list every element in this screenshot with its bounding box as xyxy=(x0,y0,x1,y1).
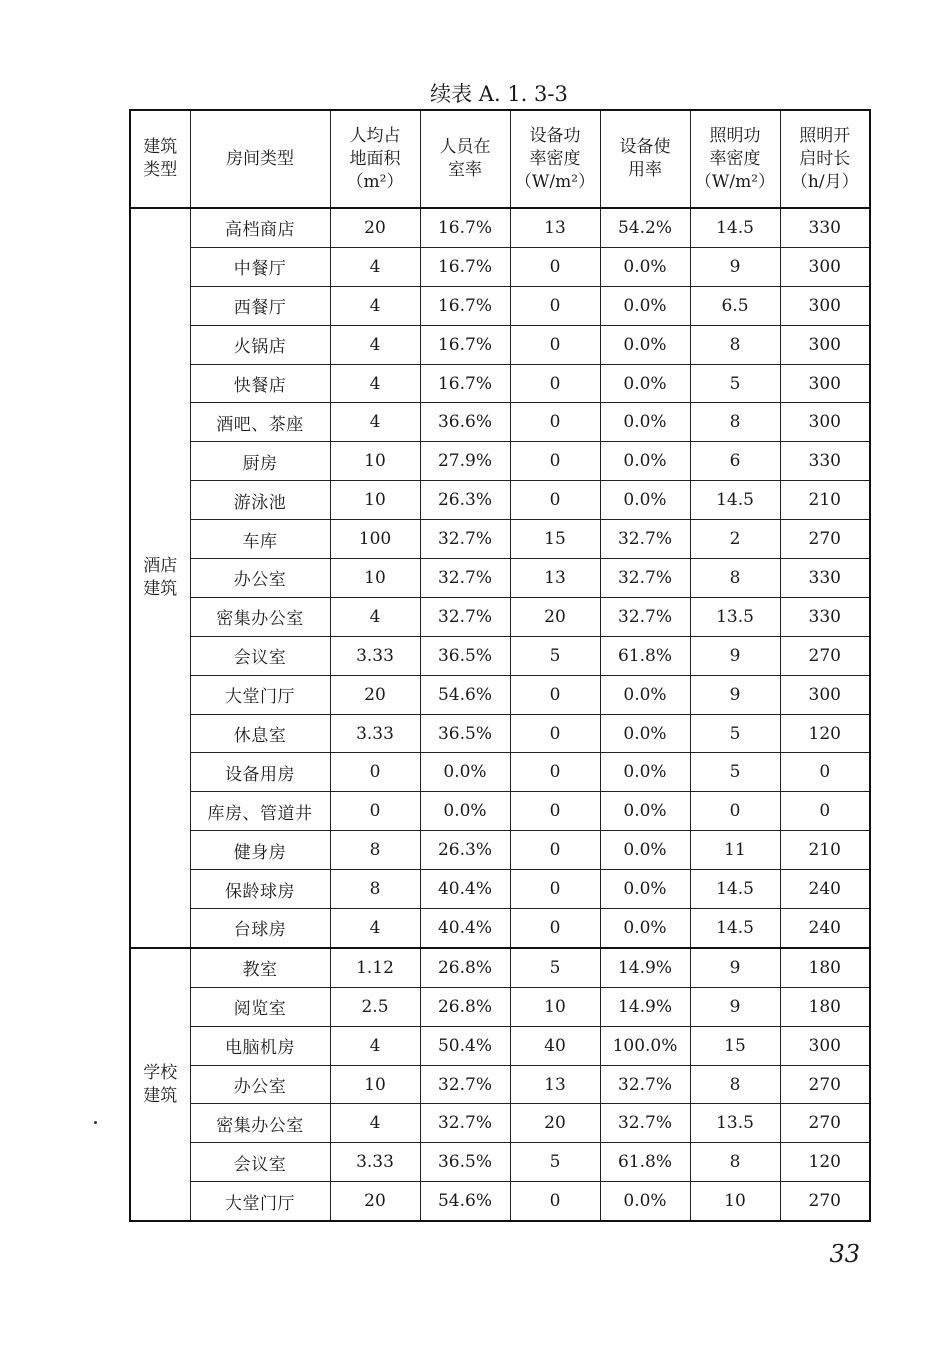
table-row xyxy=(130,753,870,792)
lighting-hours-cell: 210 xyxy=(780,481,870,520)
area-per-person-cell: 4 xyxy=(330,597,420,636)
equipment-usage-cell: 14.9% xyxy=(600,948,690,987)
lighting-density-cell: 8 xyxy=(690,403,780,442)
header-room-type: 房间类型 xyxy=(190,110,330,208)
header-equipment-density: 设备功 率密度 （W/m²） xyxy=(510,110,600,208)
equipment-density-cell: 0 xyxy=(510,403,600,442)
lighting-density-cell: 9 xyxy=(690,948,780,987)
area-per-person-cell: 0 xyxy=(330,753,420,792)
table-row xyxy=(130,987,870,1026)
occupancy-rate-cell: 54.6% xyxy=(420,1182,510,1221)
occupancy-rate-cell: 26.8% xyxy=(420,948,510,987)
room-type-cell: 库房、管道井 xyxy=(190,792,330,831)
lighting-density-cell: 5 xyxy=(690,364,780,403)
equipment-usage-cell: 0.0% xyxy=(600,364,690,403)
lighting-hours-cell: 0 xyxy=(780,753,870,792)
occupancy-rate-cell: 40.4% xyxy=(420,909,510,948)
equipment-density-cell: 0 xyxy=(510,870,600,909)
table-row xyxy=(130,1026,870,1065)
lighting-hours-cell: 300 xyxy=(780,325,870,364)
occupancy-rate-cell: 27.9% xyxy=(420,442,510,481)
equipment-usage-cell: 0.0% xyxy=(600,403,690,442)
area-per-person-cell: 20 xyxy=(330,1182,420,1221)
stray-mark xyxy=(94,1121,97,1124)
lighting-density-cell: 11 xyxy=(690,831,780,870)
area-per-person-cell: 1.12 xyxy=(330,948,420,987)
lighting-hours-cell: 270 xyxy=(780,636,870,675)
equipment-density-cell: 13 xyxy=(510,208,600,247)
lighting-hours-cell: 300 xyxy=(780,364,870,403)
equipment-density-cell: 13 xyxy=(510,559,600,598)
lighting-hours-cell: 300 xyxy=(780,286,870,325)
lighting-density-cell: 13.5 xyxy=(690,1104,780,1143)
table-row xyxy=(130,636,870,675)
equipment-density-cell: 0 xyxy=(510,792,600,831)
equipment-density-cell: 0 xyxy=(510,286,600,325)
occupancy-rate-cell: 32.7% xyxy=(420,1104,510,1143)
lighting-density-cell: 5 xyxy=(690,753,780,792)
table-row xyxy=(130,364,870,403)
equipment-usage-cell: 0.0% xyxy=(600,286,690,325)
room-type-cell: 会议室 xyxy=(190,636,330,675)
lighting-hours-cell: 120 xyxy=(780,714,870,753)
occupancy-rate-cell: 32.7% xyxy=(420,1065,510,1104)
page-number: 33 xyxy=(829,1240,860,1268)
building-type-cell: 学校 建筑 xyxy=(130,948,190,1221)
table-row xyxy=(130,559,870,598)
equipment-density-cell: 0 xyxy=(510,753,600,792)
table-row xyxy=(130,909,870,948)
room-type-cell: 大堂门厅 xyxy=(190,675,330,714)
lighting-density-cell: 8 xyxy=(690,325,780,364)
area-per-person-cell: 2.5 xyxy=(330,987,420,1026)
lighting-hours-cell: 240 xyxy=(780,909,870,948)
equipment-usage-cell: 0.0% xyxy=(600,1182,690,1221)
lighting-hours-cell: 270 xyxy=(780,1104,870,1143)
area-per-person-cell: 100 xyxy=(330,520,420,559)
equipment-density-cell: 0 xyxy=(510,247,600,286)
occupancy-rate-cell: 16.7% xyxy=(420,208,510,247)
table-row xyxy=(130,481,870,520)
equipment-usage-cell: 0.0% xyxy=(600,792,690,831)
occupancy-rate-cell: 26.8% xyxy=(420,987,510,1026)
lighting-hours-cell: 300 xyxy=(780,403,870,442)
table-row xyxy=(130,520,870,559)
occupancy-rate-cell: 36.5% xyxy=(420,1143,510,1182)
equipment-density-cell: 0 xyxy=(510,481,600,520)
equipment-usage-cell: 100.0% xyxy=(600,1026,690,1065)
area-per-person-cell: 4 xyxy=(330,403,420,442)
occupancy-rate-cell: 36.5% xyxy=(420,714,510,753)
table-row xyxy=(130,247,870,286)
equipment-density-cell: 0 xyxy=(510,364,600,403)
lighting-hours-cell: 270 xyxy=(780,520,870,559)
area-per-person-cell: 10 xyxy=(330,1065,420,1104)
equipment-usage-cell: 0.0% xyxy=(600,714,690,753)
building-type-cell: 酒店 建筑 xyxy=(130,208,190,948)
room-type-cell: 厨房 xyxy=(190,442,330,481)
lighting-density-cell: 13.5 xyxy=(690,597,780,636)
equipment-density-cell: 15 xyxy=(510,520,600,559)
lighting-density-cell: 0 xyxy=(690,792,780,831)
table-row xyxy=(130,325,870,364)
equipment-density-cell: 0 xyxy=(510,714,600,753)
area-per-person-cell: 8 xyxy=(330,831,420,870)
room-type-cell: 休息室 xyxy=(190,714,330,753)
table-row xyxy=(130,831,870,870)
table-row xyxy=(130,286,870,325)
lighting-density-cell: 9 xyxy=(690,247,780,286)
equipment-density-cell: 5 xyxy=(510,948,600,987)
header-lighting-density: 照明功 率密度 （W/m²） xyxy=(690,110,780,208)
lighting-hours-cell: 270 xyxy=(780,1065,870,1104)
room-type-cell: 游泳池 xyxy=(190,481,330,520)
lighting-hours-cell: 300 xyxy=(780,247,870,286)
occupancy-rate-cell: 32.7% xyxy=(420,597,510,636)
equipment-density-cell: 20 xyxy=(510,597,600,636)
equipment-density-cell: 5 xyxy=(510,1143,600,1182)
room-type-cell: 办公室 xyxy=(190,559,330,598)
equipment-density-cell: 13 xyxy=(510,1065,600,1104)
lighting-density-cell: 5 xyxy=(690,714,780,753)
equipment-density-cell: 0 xyxy=(510,1182,600,1221)
equipment-usage-cell: 32.7% xyxy=(600,559,690,598)
room-type-cell: 西餐厅 xyxy=(190,286,330,325)
lighting-density-cell: 10 xyxy=(690,1182,780,1221)
table-row xyxy=(130,714,870,753)
area-per-person-cell: 4 xyxy=(330,325,420,364)
equipment-usage-cell: 32.7% xyxy=(600,520,690,559)
lighting-density-cell: 14.5 xyxy=(690,870,780,909)
table-row xyxy=(130,597,870,636)
table-row xyxy=(130,208,870,247)
equipment-usage-cell: 0.0% xyxy=(600,325,690,364)
room-type-cell: 车库 xyxy=(190,520,330,559)
lighting-density-cell: 6 xyxy=(690,442,780,481)
table-row xyxy=(130,1143,870,1182)
equipment-density-cell: 0 xyxy=(510,831,600,870)
occupancy-rate-cell: 26.3% xyxy=(420,831,510,870)
area-per-person-cell: 10 xyxy=(330,559,420,598)
area-per-person-cell: 4 xyxy=(330,364,420,403)
equipment-density-cell: 10 xyxy=(510,987,600,1026)
area-per-person-cell: 10 xyxy=(330,481,420,520)
lighting-hours-cell: 180 xyxy=(780,948,870,987)
lighting-density-cell: 14.5 xyxy=(690,909,780,948)
lighting-density-cell: 15 xyxy=(690,1026,780,1065)
equipment-usage-cell: 61.8% xyxy=(600,636,690,675)
room-type-cell: 保龄球房 xyxy=(190,870,330,909)
room-type-cell: 办公室 xyxy=(190,1065,330,1104)
header-row xyxy=(130,110,870,208)
equipment-usage-cell: 54.2% xyxy=(600,208,690,247)
equipment-usage-cell: 32.7% xyxy=(600,597,690,636)
area-per-person-cell: 20 xyxy=(330,675,420,714)
occupancy-rate-cell: 26.3% xyxy=(420,481,510,520)
equipment-usage-cell: 0.0% xyxy=(600,442,690,481)
occupancy-rate-cell: 0.0% xyxy=(420,792,510,831)
area-per-person-cell: 4 xyxy=(330,286,420,325)
lighting-hours-cell: 270 xyxy=(780,1182,870,1221)
table-row xyxy=(130,675,870,714)
equipment-usage-cell: 0.0% xyxy=(600,481,690,520)
header-lighting-hours: 照明开 启时长 （h/月） xyxy=(780,110,870,208)
area-per-person-cell: 3.33 xyxy=(330,1143,420,1182)
lighting-density-cell: 8 xyxy=(690,1143,780,1182)
lighting-density-cell: 14.5 xyxy=(690,208,780,247)
table-row xyxy=(130,442,870,481)
room-type-cell: 密集办公室 xyxy=(190,597,330,636)
table-row xyxy=(130,403,870,442)
area-per-person-cell: 3.33 xyxy=(330,714,420,753)
equipment-usage-cell: 32.7% xyxy=(600,1065,690,1104)
parameters-table xyxy=(129,109,871,1222)
equipment-usage-cell: 0.0% xyxy=(600,870,690,909)
table-body xyxy=(130,208,870,1221)
table-row xyxy=(130,792,870,831)
lighting-density-cell: 9 xyxy=(690,636,780,675)
lighting-hours-cell: 0 xyxy=(780,792,870,831)
equipment-usage-cell: 61.8% xyxy=(600,1143,690,1182)
table-row xyxy=(130,1182,870,1221)
equipment-density-cell: 20 xyxy=(510,1104,600,1143)
lighting-hours-cell: 210 xyxy=(780,831,870,870)
equipment-usage-cell: 14.9% xyxy=(600,987,690,1026)
area-per-person-cell: 4 xyxy=(330,1026,420,1065)
header-area-per-person: 人均占 地面积 （m²） xyxy=(330,110,420,208)
lighting-hours-cell: 300 xyxy=(780,675,870,714)
occupancy-rate-cell: 40.4% xyxy=(420,870,510,909)
occupancy-rate-cell: 36.5% xyxy=(420,636,510,675)
area-per-person-cell: 4 xyxy=(330,247,420,286)
lighting-hours-cell: 300 xyxy=(780,1026,870,1065)
room-type-cell: 大堂门厅 xyxy=(190,1182,330,1221)
equipment-density-cell: 0 xyxy=(510,442,600,481)
occupancy-rate-cell: 16.7% xyxy=(420,286,510,325)
occupancy-rate-cell: 50.4% xyxy=(420,1026,510,1065)
lighting-density-cell: 9 xyxy=(690,987,780,1026)
room-type-cell: 阅览室 xyxy=(190,987,330,1026)
area-per-person-cell: 8 xyxy=(330,870,420,909)
lighting-density-cell: 9 xyxy=(690,675,780,714)
area-per-person-cell: 10 xyxy=(330,442,420,481)
lighting-density-cell: 8 xyxy=(690,559,780,598)
equipment-usage-cell: 0.0% xyxy=(600,753,690,792)
equipment-density-cell: 5 xyxy=(510,636,600,675)
equipment-usage-cell: 0.0% xyxy=(600,675,690,714)
equipment-usage-cell: 0.0% xyxy=(600,831,690,870)
occupancy-rate-cell: 16.7% xyxy=(420,364,510,403)
equipment-density-cell: 0 xyxy=(510,909,600,948)
room-type-cell: 台球房 xyxy=(190,909,330,948)
occupancy-rate-cell: 16.7% xyxy=(420,247,510,286)
room-type-cell: 高档商店 xyxy=(190,208,330,247)
area-per-person-cell: 3.33 xyxy=(330,636,420,675)
lighting-density-cell: 8 xyxy=(690,1065,780,1104)
room-type-cell: 快餐店 xyxy=(190,364,330,403)
lighting-hours-cell: 120 xyxy=(780,1143,870,1182)
equipment-usage-cell: 0.0% xyxy=(600,909,690,948)
equipment-usage-cell: 32.7% xyxy=(600,1104,690,1143)
room-type-cell: 设备用房 xyxy=(190,753,330,792)
occupancy-rate-cell: 16.7% xyxy=(420,325,510,364)
lighting-density-cell: 2 xyxy=(690,520,780,559)
table-row xyxy=(130,870,870,909)
lighting-density-cell: 14.5 xyxy=(690,481,780,520)
equipment-density-cell: 40 xyxy=(510,1026,600,1065)
header-equipment-usage: 设备使 用率 xyxy=(600,110,690,208)
header-building-type: 建筑 类型 xyxy=(130,110,190,208)
lighting-density-cell: 6.5 xyxy=(690,286,780,325)
room-type-cell: 酒吧、茶座 xyxy=(190,403,330,442)
room-type-cell: 中餐厅 xyxy=(190,247,330,286)
lighting-hours-cell: 330 xyxy=(780,442,870,481)
room-type-cell: 教室 xyxy=(190,948,330,987)
occupancy-rate-cell: 32.7% xyxy=(420,520,510,559)
equipment-density-cell: 0 xyxy=(510,325,600,364)
lighting-hours-cell: 330 xyxy=(780,597,870,636)
lighting-hours-cell: 240 xyxy=(780,870,870,909)
lighting-hours-cell: 330 xyxy=(780,559,870,598)
lighting-hours-cell: 180 xyxy=(780,987,870,1026)
area-per-person-cell: 0 xyxy=(330,792,420,831)
occupancy-rate-cell: 54.6% xyxy=(420,675,510,714)
table-row xyxy=(130,948,870,987)
room-type-cell: 密集办公室 xyxy=(190,1104,330,1143)
room-type-cell: 会议室 xyxy=(190,1143,330,1182)
area-per-person-cell: 4 xyxy=(330,1104,420,1143)
room-type-cell: 火锅店 xyxy=(190,325,330,364)
header-occupancy-rate: 人员在 室率 xyxy=(420,110,510,208)
room-type-cell: 健身房 xyxy=(190,831,330,870)
equipment-usage-cell: 0.0% xyxy=(600,247,690,286)
table-caption: 续表 A. 1. 3-3 xyxy=(430,82,568,106)
table-row xyxy=(130,1065,870,1104)
occupancy-rate-cell: 32.7% xyxy=(420,559,510,598)
equipment-density-cell: 0 xyxy=(510,675,600,714)
lighting-hours-cell: 330 xyxy=(780,208,870,247)
table-row xyxy=(130,1104,870,1143)
occupancy-rate-cell: 36.6% xyxy=(420,403,510,442)
occupancy-rate-cell: 0.0% xyxy=(420,753,510,792)
area-per-person-cell: 4 xyxy=(330,909,420,948)
area-per-person-cell: 20 xyxy=(330,208,420,247)
room-type-cell: 电脑机房 xyxy=(190,1026,330,1065)
